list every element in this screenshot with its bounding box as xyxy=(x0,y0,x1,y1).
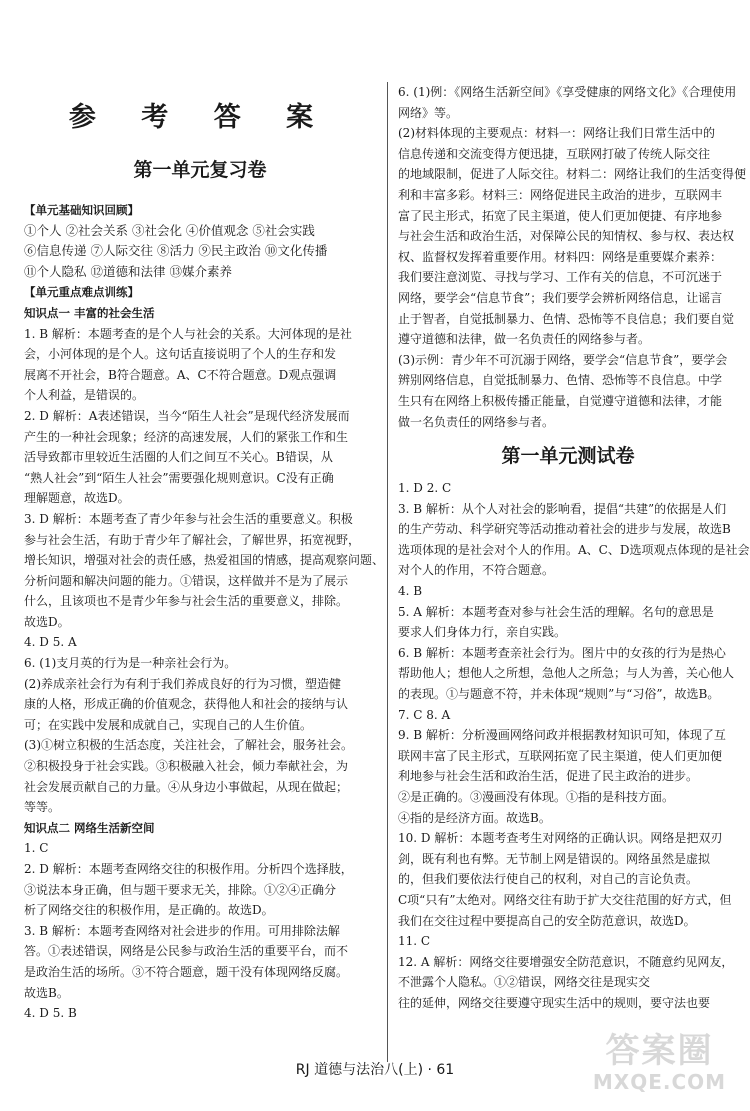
basic-line: ①个人 ②社会关系 ③社会化 ④价值观念 ⑤社会实践 xyxy=(24,222,315,238)
answer-line: (2)养成亲社会行为有利于我们养成良好的行为习惯，塑造健 xyxy=(24,676,342,691)
answer-line: 2. D 解析：本题考查网络交往的积极作用。分析四个选择肢， xyxy=(24,862,353,876)
answer-line: 理解题意，故选D。 xyxy=(24,491,130,506)
answer-line: 11. C xyxy=(398,934,431,949)
answer-line: 辨别网络信息，自觉抵制暴力、色情、恐怖等不良信息。中学 xyxy=(398,373,723,388)
answer-line: 会，小河体现的是个人。这句话直接说明了个人的生存和发 xyxy=(24,347,337,362)
answer-line: 展离不开社会，B符合题意。A、C不符合题意。D观点强调 xyxy=(24,367,337,382)
answer-line: C项“只有”太绝对。网络交往有助于扩大交往范围的好方式，但 xyxy=(398,892,732,907)
answer-line: 12. A 解析：网络交往要增强安全防范意识，不随意约见网友， xyxy=(398,954,734,969)
answer-line: 网络》等。 xyxy=(398,105,459,120)
answer-line: 4. D 5. B xyxy=(24,1006,77,1021)
answer-line: 可；在实践中发展和成就自己，实现自己的人生价值。 xyxy=(24,717,313,732)
answer-line: 的表现。①与题意不符，并未体现“规则”与“习俗”，故选B。 xyxy=(398,687,720,702)
answer-line: 我们要注意浏览、寻找与学习、工作有关的信息，不可沉迷于 xyxy=(398,270,723,285)
answer-line: 5. A 解析：本题考查对参与社会生活的理解。名句的意思是 xyxy=(398,604,714,619)
right-column xyxy=(398,82,750,1014)
answer-line: 参与社会生活，有助于青少年了解社会，了解世界，拓宽视野， xyxy=(24,532,361,547)
unit1-review-title: 第一单元复习卷 xyxy=(133,159,267,181)
answer-line: 止于智者，自觉抵制暴力、色情、恐怖等不良信息；我们要自觉 xyxy=(398,311,735,326)
answer-line: 析了网络交往的积极作用，是正确的。故选D。 xyxy=(24,903,274,918)
answer-line: 6. B 解析：本题考查亲社会行为。图片中的女孩的行为是热心 xyxy=(398,645,726,660)
answer-line: (3)①树立积极的生活态度，关注社会，了解社会，服务社会。 xyxy=(24,738,354,753)
answer-line: ②积极投身于社会实践。③积极融入社会，倾力奉献社会，为 xyxy=(24,759,349,774)
answer-line: 9. B 解析：分析漫画网络问政并根据教材知识可知，体现了互 xyxy=(398,728,726,743)
basic-knowledge-header: 【单元基础知识回顾】 xyxy=(24,203,139,217)
answer-line: 2. D 解析：A表述错误，当今“陌生人社会”是现代经济发展而 xyxy=(24,408,350,423)
answer-line: 不泄露个人隐私。①②错误，网络交往是现实交 xyxy=(398,975,651,990)
answer-line: 往的延伸，网络交往要遵守现实生活中的规则，要守法也要 xyxy=(398,995,711,1010)
column-divider xyxy=(387,82,388,1062)
answer-line: 是政治生活的场所。③不符合题意，题干没有体现网络反腐。 xyxy=(24,964,349,979)
answer-line: 康的人格，形成正确的价值观念，获得他人和社会的接纳与认 xyxy=(24,697,349,712)
answer-line: ③说法本身正确，但与题干要求无关，排除。①②④正确分 xyxy=(24,882,337,897)
watermark-line1: 答案圈 xyxy=(605,1031,714,1071)
basic-line: ⑥信息传递 ⑦人际交往 ⑧活力 ⑨民主政治 ⑩文化传播 xyxy=(24,243,328,259)
answer-line: 产生的一种社会现象；经济的高速发展，人们的紧张工作和生 xyxy=(24,429,349,444)
knowledge-point-2-title: 知识点二 网络生活新空间 xyxy=(24,820,155,835)
answer-line: 6. (1)例：《网络生活新空间》《享受健康的网络文化》《合理使用 xyxy=(398,85,737,99)
answer-line: 利地参与社会生活和政治生活，促进了民主政治的进步。 xyxy=(398,769,699,784)
watermark-line2: MXQE.COM xyxy=(592,1070,727,1094)
answer-block-right-1 xyxy=(398,82,747,432)
answer-line: 故选D。 xyxy=(24,614,70,629)
answer-line: 要求人们身体力行，亲自实践。 xyxy=(398,625,567,640)
answer-line: “熟人社会”到“陌生人社会”需要强化规则意识。C没有正确 xyxy=(24,470,334,485)
answer-line: 7. C 8. A xyxy=(398,707,451,722)
answer-line: 3. B 解析：本题考查网络对社会进步的作用。可用排除法解 xyxy=(24,923,340,938)
answer-line: ②是正确的。③漫画没有体现。①指的是科技方面。 xyxy=(398,790,675,804)
answer-line: 做一名负责任的网络参与者。 xyxy=(398,414,555,429)
answer-block-left-2 xyxy=(24,838,376,1023)
answer-line: 的地域限制，促进了人际交往。材料二：网络让我们的生活变得便 xyxy=(398,167,747,182)
answer-line: 剑，既有利也有弊。无节制上网是错误的。网络虽然是虚拟 xyxy=(398,851,711,866)
answer-line: 1. C xyxy=(24,841,49,856)
answer-line: 答。①表述错误，网络是公民参与政治生活的重要平台，而不 xyxy=(24,944,349,959)
answer-line: 我们在交往过程中要提高自己的安全防范意识，故选D。 xyxy=(398,913,696,928)
unit1-test-title: 第一单元测试卷 xyxy=(501,445,635,468)
answer-line: 生只有在网络上积极传播正能量，自觉遵守道德和法律，才能 xyxy=(398,393,723,408)
answer-line: 活导致都市里较近生活圈的人们之间互不关心。B错误，从 xyxy=(24,450,333,465)
left-column xyxy=(24,0,385,1024)
answer-line: (2)材料体现的主要观点：材料一：网络让我们日常生活中的 xyxy=(398,126,716,141)
answer-line: 帮助他人；想他人之所想，急他人之所急；与人为善，关心他人 xyxy=(398,666,735,681)
answer-line: 利和丰富多彩。材料三：网络促进民主政治的进步，互联网丰 xyxy=(398,187,723,202)
basic-line: ⑪个人隐私 ⑫道德和法律 ⑬媒介素养 xyxy=(24,263,232,279)
answer-line: 的生产劳动、科学研究等活动推动着社会的进步与发展，故选B xyxy=(398,522,731,537)
answer-line: 4. D 5. A xyxy=(24,635,77,650)
answer-line: 等等。 xyxy=(24,800,61,815)
answer-line: 3. B 解析：从个人对社会的影响看，提倡“共建”的依据是人们 xyxy=(398,501,727,516)
answer-line: 选项体现的是社会对个人的作用。A、C、D选项观点体现的是社会 xyxy=(398,542,750,557)
answer-line: 6. (1)支月英的行为是一种亲社会行为。 xyxy=(24,656,237,671)
answer-line: 1. D 2. C xyxy=(398,481,452,496)
answer-line: 什么，且该项也不是青少年参与社会生活的重要意义，排除。 xyxy=(24,594,349,609)
answer-line: 4. B xyxy=(398,584,423,599)
answer-line: 的，但我们要依法行使自己的权利，对自己的言论负责。 xyxy=(398,872,699,887)
answer-line: 网络，要学会“信息节食”；我们要学会辨析网络信息，让谣言 xyxy=(398,290,723,305)
key-difficulty-header: 【单元重点难点训练】 xyxy=(24,285,139,300)
answer-line: 遵守道德和法律，做一名负责任的网络参与者。 xyxy=(398,332,651,347)
answer-line: 1. B 解析：本题考查的是个人与社会的关系。大河体现的是社 xyxy=(24,326,352,341)
answer-line: 对个人的作用，不符合题意。 xyxy=(398,563,555,578)
answer-block-left-1 xyxy=(24,324,385,818)
answer-line: 信息传递和交流变得方便迅捷，互联网打破了传统人际交往 xyxy=(398,146,711,161)
knowledge-point-1-title: 知识点一 丰富的社会生活 xyxy=(24,305,155,320)
answer-line: 富了民主形式，拓宽了民主渠道，使人们更加便捷、有序地参 xyxy=(398,208,723,223)
answer-line: 10. D 解析：本题考查考生对网络的正确认识。网络是把双刃 xyxy=(398,831,723,846)
answer-line: ④指的是经济方面。故选B。 xyxy=(398,810,551,825)
answer-line: 个人利益，是错误的。 xyxy=(24,388,145,403)
answer-line: 分析问题和解决问题的能力。①错误，这样做并不是为了展示 xyxy=(24,573,349,588)
answer-line: 故选B。 xyxy=(24,985,69,1000)
answer-block-right-2 xyxy=(398,478,750,1013)
answer-line: 3. D 解析：本题考查了青少年参与社会生活的重要意义。积极 xyxy=(24,511,353,526)
answer-line: 社会发展贡献自己的力量。④从身边小事做起，从现在做起； xyxy=(24,779,349,794)
answer-line: (3)示例：青少年不可沉溺于网络，要学会“信息节食”，要学会 xyxy=(398,352,728,367)
answer-line: 增长知识，增强对社会的责任感，热爱祖国的情感，提高观察问题、 xyxy=(24,553,385,568)
page-footer: RJ 道德与法治八(上) · 61 xyxy=(295,1062,455,1078)
answer-line: 权、监督权发挥着重要作用。材料四：网络是重要媒介素养： xyxy=(398,249,723,264)
page-title: 参 考 答 案 xyxy=(68,102,332,133)
answer-line: 联网丰富了民主形式，互联网拓宽了民主渠道，使人们更加便 xyxy=(398,748,723,763)
watermark-logo xyxy=(577,1031,742,1101)
answer-line: 与社会生活和政治生活，对保障公民的知情权、参与权、表达权 xyxy=(398,229,735,244)
